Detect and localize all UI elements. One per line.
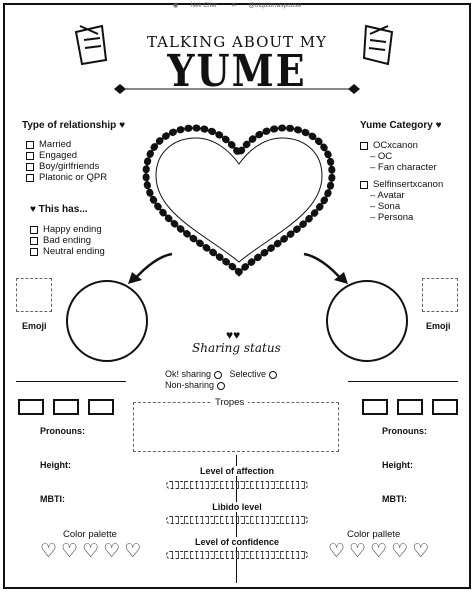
- heart-swatch-icon[interactable]: ♡: [61, 541, 79, 562]
- relationship-option[interactable]: Engaged: [26, 150, 125, 161]
- emoji-box-right[interactable]: [422, 278, 458, 312]
- heart-icon: ♥: [435, 120, 442, 131]
- character-portrait-left[interactable]: [66, 280, 148, 362]
- relationship-option[interactable]: Boy/girlfriends: [26, 161, 125, 172]
- heart-swatch-icon[interactable]: ♡: [328, 541, 346, 562]
- tropes-label: Tropes: [211, 397, 248, 408]
- heart-swatch-icon[interactable]: ♡: [370, 541, 388, 562]
- libido-bar[interactable]: [166, 516, 308, 524]
- credit-right: @ulquiorraspouse: [248, 2, 302, 9]
- ending-option[interactable]: Bad ending: [30, 235, 105, 246]
- title-top: TALKING ABOUT MY: [146, 33, 328, 51]
- heart-swatch-icon[interactable]: ♡: [412, 541, 430, 562]
- heart-swatch-icon[interactable]: ♡: [40, 541, 58, 562]
- pronouns-label-right: Pronouns:: [382, 426, 427, 436]
- this-has-heading: ♥ This has...: [30, 204, 88, 215]
- ending-option[interactable]: Neutral ending: [30, 246, 105, 257]
- category-sub: – Persona: [370, 212, 414, 223]
- sharing-non: Non-sharing: [165, 380, 215, 390]
- credit-left: Neil Cifer: [190, 2, 218, 9]
- title-main: YUME: [167, 44, 307, 97]
- checkbox[interactable]: [30, 226, 38, 234]
- category-option[interactable]: OCxcanon: [360, 140, 443, 151]
- relationship-option[interactable]: Platonic or QPR: [26, 172, 125, 183]
- checkbox[interactable]: [26, 152, 34, 160]
- palette-label-left: Color palette: [63, 529, 117, 540]
- emoji-label-left: Emoji: [22, 321, 47, 331]
- tropes-box[interactable]: [133, 402, 339, 452]
- swatch-box[interactable]: [18, 399, 44, 415]
- swatch-row-right: [362, 399, 458, 415]
- radio-selective[interactable]: [269, 371, 277, 379]
- yume-category-section: [360, 120, 443, 223]
- checkbox[interactable]: [360, 181, 368, 189]
- affection-bar[interactable]: [166, 481, 308, 489]
- relationship-option[interactable]: Married: [26, 139, 125, 150]
- heart-icon: ♥: [119, 120, 125, 131]
- sharing-options: [165, 369, 277, 391]
- checkbox[interactable]: [26, 163, 34, 171]
- title-divider: [112, 82, 362, 96]
- relationship-heading: Type of relationship ♥: [22, 120, 125, 131]
- swatch-box[interactable]: [432, 399, 458, 415]
- height-label-left: Height:: [40, 460, 71, 470]
- checkbox[interactable]: [30, 237, 38, 245]
- divider-right: [348, 381, 458, 382]
- confidence-bar[interactable]: [166, 551, 308, 559]
- relationship-section: [22, 120, 125, 183]
- libido-label: Libido level: [182, 502, 292, 512]
- category-sub: – Fan character: [370, 162, 437, 173]
- category-option[interactable]: Selfinsertxcanon: [360, 179, 443, 190]
- divider-left: [16, 381, 126, 382]
- checkbox[interactable]: [26, 141, 34, 149]
- arrow-right-icon: [296, 248, 356, 288]
- emoji-label-right: Emoji: [426, 321, 451, 331]
- swatch-box[interactable]: [88, 399, 114, 415]
- affection-label: Level of affection: [182, 466, 292, 476]
- mbti-label-left: MBTI:: [40, 494, 65, 504]
- character-portrait-right[interactable]: [326, 280, 408, 362]
- emoji-box-left[interactable]: [16, 278, 52, 312]
- height-label-right: Height:: [382, 460, 413, 470]
- swatch-box[interactable]: [53, 399, 79, 415]
- heart-swatch-icon[interactable]: ♡: [124, 541, 142, 562]
- x-icon: ✕: [230, 2, 237, 9]
- radio-ok[interactable]: [214, 371, 222, 379]
- sharing-selective: Selective: [229, 369, 267, 379]
- credits: [0, 1, 474, 9]
- heart-swatch-icon[interactable]: ♡: [349, 541, 367, 562]
- yume-category-heading: Yume Category ♥: [360, 120, 442, 131]
- instagram-icon: ◉: [172, 2, 179, 9]
- pronouns-label-left: Pronouns:: [40, 426, 85, 436]
- category-sub: – Avatar: [370, 190, 405, 201]
- category-sub: – OC: [370, 151, 393, 162]
- double-heart-icon: ♥♥: [226, 328, 241, 342]
- heart-icon: ♥: [30, 204, 36, 215]
- palette-hearts-right: [328, 542, 429, 561]
- checkbox[interactable]: [360, 142, 368, 150]
- sharing-ok: Ok! sharing: [165, 369, 212, 379]
- ending-option[interactable]: Happy ending: [30, 224, 105, 235]
- this-has-section: [30, 204, 105, 257]
- confidence-label: Level of confidence: [176, 537, 298, 547]
- swatch-box[interactable]: [362, 399, 388, 415]
- swatch-row-left: [18, 399, 114, 415]
- heart-swatch-icon[interactable]: ♡: [391, 541, 409, 562]
- palette-label-right: Color pallete: [347, 529, 401, 540]
- checkbox[interactable]: [30, 248, 38, 256]
- radio-non[interactable]: [217, 382, 225, 390]
- category-sub: – Sona: [370, 201, 401, 212]
- heart-swatch-icon[interactable]: ♡: [103, 541, 121, 562]
- mbti-label-right: MBTI:: [382, 494, 407, 504]
- sharing-status-title: Sharing status: [192, 341, 281, 355]
- swatch-box[interactable]: [397, 399, 423, 415]
- checkbox[interactable]: [26, 174, 34, 182]
- heart-swatch-icon[interactable]: ♡: [82, 541, 100, 562]
- palette-hearts-left: [40, 542, 141, 561]
- arrow-left-icon: [120, 248, 180, 288]
